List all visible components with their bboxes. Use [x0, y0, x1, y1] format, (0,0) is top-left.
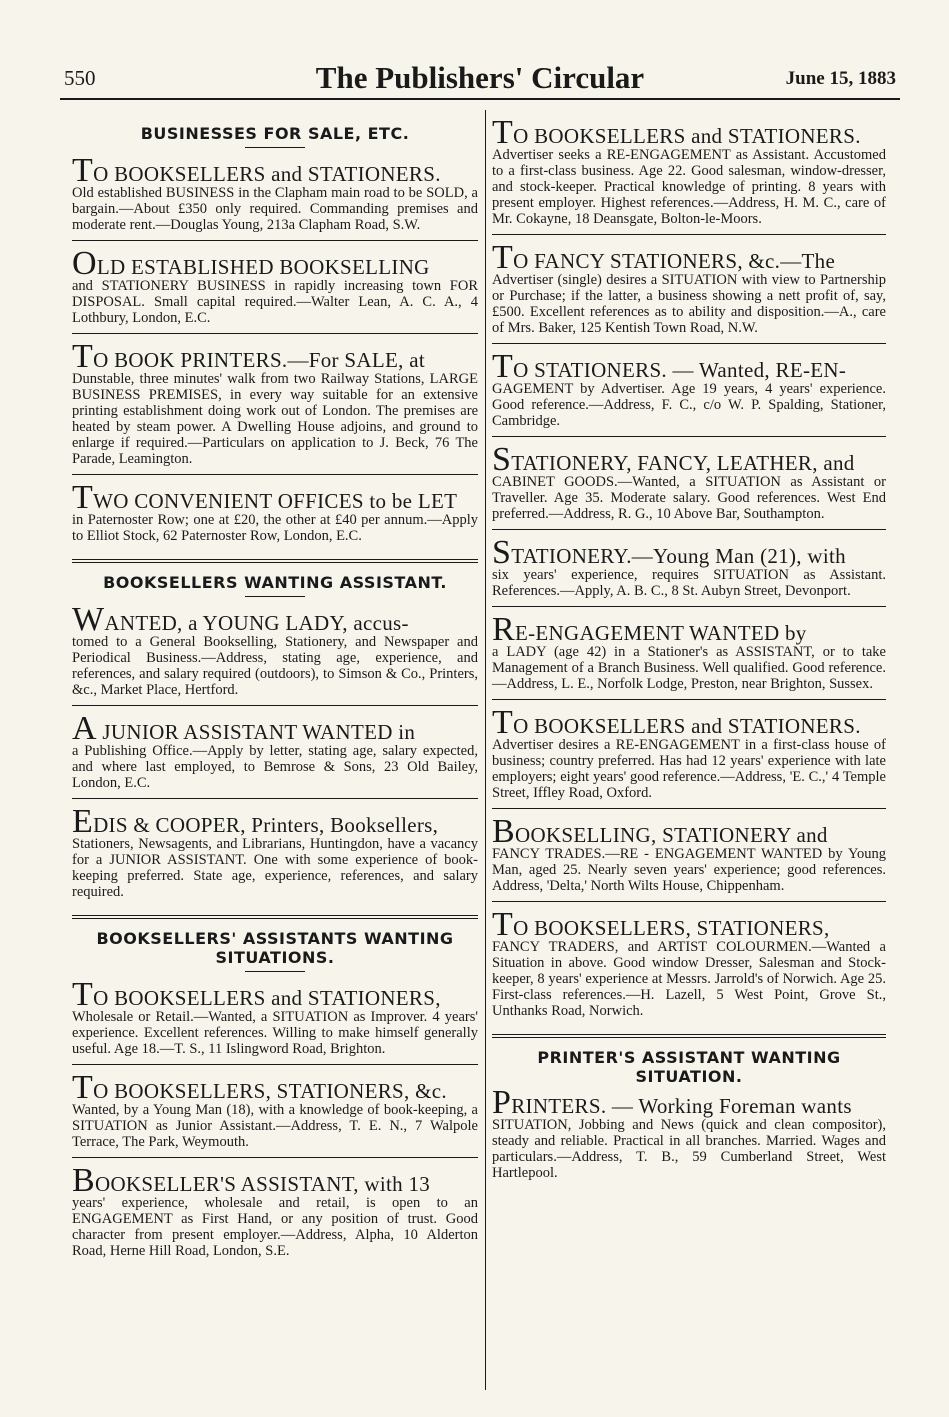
ad-lead: TO BOOKSELLERS and STATIONERS. — [492, 704, 861, 741]
advertisement — [492, 534, 886, 607]
heading-rule — [245, 596, 305, 597]
advertisement — [72, 976, 478, 1065]
ad-lead: TO BOOKSELLERS, STATIONERS, — [492, 906, 830, 943]
heading-rule — [245, 147, 305, 148]
advertisement — [492, 441, 886, 530]
ad-body: FANCY TRADERS, and ARTIST COLOURMEN.—Wanted a Situation in above. Good window Dresser, Salesman and Stock-keeper, 8 years' experience at Messrs. Jarrold's of Norwich. Age 25. First-class references.—H. Lazell, 5 West Point, Grove St., Unthanks Road, Norwich. — [492, 939, 886, 1019]
section-heading: BUSINESSES FOR SALE, ETC. — [140, 124, 410, 143]
ad-lead: TO BOOKSELLERS, STATIONERS, &c. — [72, 1069, 447, 1106]
advertisement — [72, 601, 478, 706]
ad-body: Dunstable, three minutes' walk from two Railway Stations, LARGE BUSINESS PREMISES, in every way suitable for an extensive printing establishment doing work out of London. The premises are heated by steam power. A Dwelling House adjoins, and ground to enlarge if required.—Particulars on application to J. Beck, 76 The Parade, Leamington. — [72, 371, 478, 467]
ad-lead: STATIONERY, FANCY, LEATHER, and — [492, 441, 855, 478]
ad-lead: TO FANCY STATIONERS, &c.—The — [492, 239, 836, 276]
section-rule — [492, 1034, 886, 1038]
section-rule — [72, 559, 478, 563]
ad-body: GAGEMENT by Advertiser. Age 19 years, 4 years' experience. Good reference.—Address, F. C., c/o W. P. Spalding, Stationer, Cambridge. — [492, 381, 886, 429]
advertisement — [492, 114, 886, 235]
ad-body: a Publishing Office.—Apply by letter, stating age, salary expected, and where last employed, to Bemrose & Sons, 23 Old Bailey, London, E.C. — [72, 743, 478, 791]
column-divider — [485, 110, 486, 1390]
ad-body: Wholesale or Retail.—Wanted, a SITUATION as Improver. 4 years' experience. Excellent references. Willing to make himself generally useful. Age 18.—T. S., 11 Islingword Road, Brighton. — [72, 1009, 478, 1057]
ad-lead: RE-ENGAGEMENT WANTED by — [492, 611, 807, 648]
publication-title: The Publishers' Circular — [315, 60, 645, 95]
advertisement — [72, 1162, 478, 1266]
advertisement — [492, 813, 886, 902]
advertisement — [492, 611, 886, 700]
advertisement — [492, 906, 886, 1026]
heading-rule — [245, 971, 305, 972]
section-rule — [72, 915, 478, 919]
ad-lead: STATIONERY.—Young Man (21), with — [492, 534, 846, 571]
advertisement — [72, 245, 478, 334]
ad-body: Advertiser (single) desires a SITUATION with view to Partnership or Purchase; if the latter, a business showing a nett profit of, say, £500. Excellent references as to ability and disposition.—A., care of Mrs. Baker, 125 Kentish Town Road, N.W. — [492, 272, 886, 336]
ad-lead: TO STATIONERS. — Wanted, RE-EN- — [492, 348, 847, 385]
ad-body: Wanted, by a Young Man (18), with a knowledge of book-keeping, a SITUATION as Junior Assistant.—Address, T. E. N., 7 Walpole Terrace, The Park, Weymouth. — [72, 1102, 478, 1150]
ad-body: Advertiser desires a RE-ENGAGEMENT in a first-class house of business; country preferred. Has had 12 years' experience with late employers; eight years' good reference.—Address, 'E. C.,' 4 Temple Street, Iffley Road, Oxford. — [492, 737, 886, 801]
advertisement — [72, 803, 478, 907]
ad-lead: TO BOOKSELLERS and STATIONERS. — [492, 114, 861, 151]
ad-lead: A JUNIOR ASSISTANT WANTED in — [72, 710, 416, 747]
ad-body: Old established BUSINESS in the Clapham main road to be SOLD, a bargain.—About £350 only required. Commanding premises and moderate rent.—Douglas Young, 213a Clapham Road, S.W. — [72, 185, 478, 233]
advertisement — [492, 1084, 886, 1188]
ad-body: Advertiser seeks a RE-ENGAGEMENT as Assistant. Accustomed to a first-class business. Age 22. Good salesman, window-dresser, and stock-keeper. Practical knowledge of printing. 8 years with present employer. Highest references.—Address, H. M. C., care of Mr. Cokayne, 18 Deansgate, Bolton-le-Moors. — [492, 147, 886, 227]
left-column — [72, 118, 478, 1274]
advertisement — [72, 338, 478, 475]
ad-lead: EDIS & COOPER, Printers, Booksellers, — [72, 803, 439, 840]
right-column — [492, 114, 886, 1196]
issue-date: June 15, 1883 — [785, 68, 896, 89]
section-heading: BOOKSELLERS WANTING ASSISTANT. — [103, 573, 447, 592]
ad-lead: WANTED, a YOUNG LADY, accus- — [72, 601, 409, 638]
ad-body: tomed to a General Bookselling, Stationery, and Newspaper and Periodical Business.—Address, stating age, experience, and references, and salary required (outdoors), to Simson & Co., Printers, &c., Market Place, Hertford. — [72, 634, 478, 698]
advertisement — [72, 152, 478, 241]
ad-body: six years' experience, requires SITUATION as Assistant. References.—Apply, A. B. C., 8 St. Aubyn Street, Devonport. — [492, 567, 886, 599]
section-heading: BOOKSELLERS' ASSISTANTS WANTING SITUATIONS. — [96, 929, 454, 967]
ad-body: Stationers, Newsagents, and Librarians, Huntingdon, have a vacancy for a JUNIOR ASSISTANT. One with some experience of book-keeping preferred. State age, experience, references, and salary required. — [72, 836, 478, 900]
ad-lead: PRINTERS. — Working Foreman wants — [492, 1084, 852, 1121]
newspaper-page — [60, 58, 900, 1398]
ad-lead: TO BOOKSELLERS and STATIONERS. — [72, 152, 441, 189]
ad-lead: BOOKSELLER'S ASSISTANT, with 13 — [72, 1162, 431, 1199]
page-header — [60, 58, 900, 100]
ad-lead: TO BOOKSELLERS and STATIONERS, — [72, 976, 441, 1013]
ad-lead: BOOKSELLING, STATIONERY and — [492, 813, 828, 850]
ad-body: in Paternoster Row; one at £20, the other at £40 per annum.—Apply to Elliot Stock, 62 Paternoster Row, London, E.C. — [72, 512, 478, 544]
ad-body: a LADY (age 42) in a Stationer's as ASSISTANT, or to take Management of a Branch Business. Well qualified. Good reference.—Address, L. E., Norfolk Lodge, Preston, near Brighton, Sussex. — [492, 644, 886, 692]
ad-lead: TWO CONVENIENT OFFICES to be LET — [72, 479, 458, 516]
ad-lead: TO BOOK PRINTERS.—For SALE, at — [72, 338, 425, 375]
advertisement — [72, 1069, 478, 1158]
ad-body: years' experience, wholesale and retail, is open to an ENGAGEMENT as First Hand, or any position of trust. Good character from present employer.—Address, Alpha, 10 Alderton Road, Herne Hill Road, London, S.E. — [72, 1195, 478, 1259]
ad-lead: OLD ESTABLISHED BOOKSELLING — [72, 245, 430, 282]
advertisement — [492, 239, 886, 344]
ad-body: and STATIONERY BUSINESS in rapidly increasing town FOR DISPOSAL. Small capital required.—Walter Lean, A. C. A., 4 Lothbury, London, E.C. — [72, 278, 478, 326]
advertisement — [72, 710, 478, 799]
advertisement — [72, 479, 478, 551]
ad-body: SITUATION, Jobbing and News (quick and clean compositor), steady and reliable. Practical in all branches. Married. Wages and particulars.—Address, T. B., 59 Cumberland Street, West Hartlepool. — [492, 1117, 886, 1181]
page-number: 550 — [64, 66, 96, 90]
advertisement — [492, 348, 886, 437]
section-heading: PRINTER'S ASSISTANT WANTING SITUATION. — [537, 1048, 841, 1086]
advertisement — [492, 704, 886, 809]
ad-body: FANCY TRADES.—RE - ENGAGEMENT WANTED by Young Man, aged 25. Nearly seven years' experience; good references. Address, 'Delta,' North Wilts House, Chippenham. — [492, 846, 886, 894]
ad-body: CABINET GOODS.—Wanted, a SITUATION as Assistant or Traveller. Age 35. Moderate salary. Good references. West End preferred.—Address, R. G., 10 Above Bar, Southampton. — [492, 474, 886, 522]
